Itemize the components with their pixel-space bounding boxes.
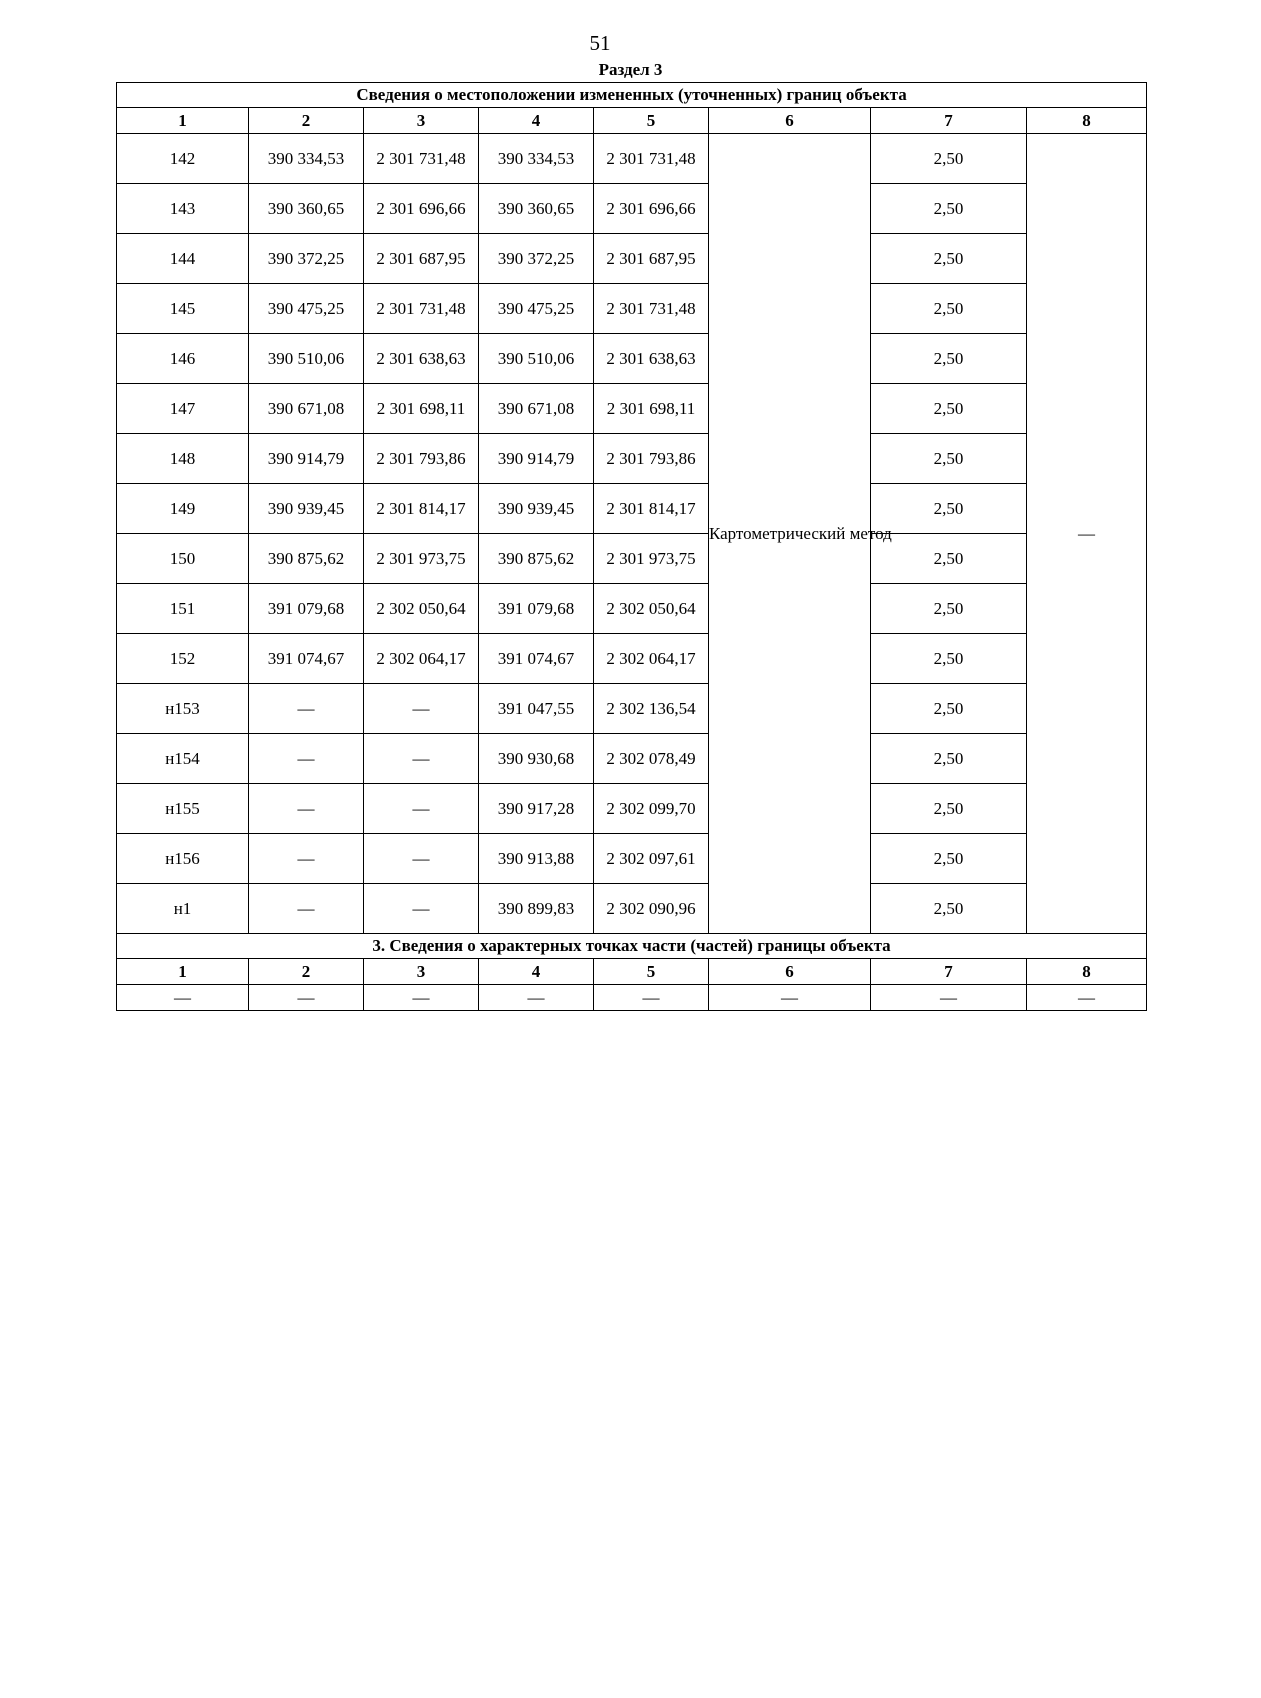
x-old-value: 390 914,79 xyxy=(249,434,364,484)
accuracy-value: 2,50 xyxy=(871,334,1027,384)
x-new-value: 390 899,83 xyxy=(479,884,594,934)
y-old-value: 2 301 814,17 xyxy=(364,484,479,534)
x-old-value: 390 939,45 xyxy=(249,484,364,534)
column-number: 8 xyxy=(1027,959,1147,985)
column-number: 1 xyxy=(117,959,249,985)
point-number: 144 xyxy=(117,234,249,284)
x-new-value: 390 360,65 xyxy=(479,184,594,234)
x-old-value: — xyxy=(249,734,364,784)
y-new-value: 2 301 731,48 xyxy=(594,284,709,334)
accuracy-value: 2,50 xyxy=(871,234,1027,284)
table-row xyxy=(117,834,1147,884)
column-number: 7 xyxy=(871,959,1027,985)
y-new-value: 2 302 078,49 xyxy=(594,734,709,784)
accuracy-value: 2,50 xyxy=(871,584,1027,634)
x-old-value: — xyxy=(249,784,364,834)
method-cell: Картометрический метод xyxy=(709,134,871,934)
table-row xyxy=(117,684,1147,734)
x-new-value: 390 917,28 xyxy=(479,784,594,834)
x-old-value: 390 334,53 xyxy=(249,134,364,184)
subsection-data-row xyxy=(117,985,1147,1011)
x-new-value: 390 875,62 xyxy=(479,534,594,584)
y-old-value: — xyxy=(364,884,479,934)
column-number: 2 xyxy=(249,959,364,985)
x-old-value: 390 475,25 xyxy=(249,284,364,334)
empty-value: — xyxy=(117,985,249,1011)
x-old-value: — xyxy=(249,684,364,734)
x-old-value: 390 671,08 xyxy=(249,384,364,434)
accuracy-value: 2,50 xyxy=(871,734,1027,784)
section-title: Раздел 3 xyxy=(598,60,663,79)
x-new-value: 390 913,88 xyxy=(479,834,594,884)
column-number: 2 xyxy=(249,108,364,134)
y-new-value: 2 301 731,48 xyxy=(594,134,709,184)
y-old-value: 2 301 696,66 xyxy=(364,184,479,234)
point-number: 151 xyxy=(117,584,249,634)
y-new-value: 2 301 793,86 xyxy=(594,434,709,484)
point-number: 145 xyxy=(117,284,249,334)
y-old-value: 2 301 638,63 xyxy=(364,334,479,384)
x-old-value: 391 079,68 xyxy=(249,584,364,634)
table-row xyxy=(117,884,1147,934)
x-old-value: — xyxy=(249,884,364,934)
x-new-value: 390 930,68 xyxy=(479,734,594,784)
point-number: н154 xyxy=(117,734,249,784)
empty-value: — xyxy=(871,985,1027,1011)
table-row xyxy=(117,534,1147,584)
subsection-column-number-row xyxy=(117,959,1147,985)
empty-value: — xyxy=(479,985,594,1011)
x-new-value: 390 939,45 xyxy=(479,484,594,534)
point-number: 152 xyxy=(117,634,249,684)
point-number: 143 xyxy=(117,184,249,234)
point-number: 142 xyxy=(117,134,249,184)
column-number: 5 xyxy=(594,959,709,985)
column-number: 3 xyxy=(364,959,479,985)
y-old-value: 2 301 687,95 xyxy=(364,234,479,284)
y-old-value: — xyxy=(364,784,479,834)
table-row xyxy=(117,434,1147,484)
accuracy-value: 2,50 xyxy=(871,484,1027,534)
table-row xyxy=(117,634,1147,684)
y-new-value: 2 302 090,96 xyxy=(594,884,709,934)
column-number: 3 xyxy=(364,108,479,134)
table-row xyxy=(117,784,1147,834)
empty-value: — xyxy=(1027,985,1147,1011)
empty-value: — xyxy=(364,985,479,1011)
column8-cell: — xyxy=(1027,134,1147,934)
point-number: 149 xyxy=(117,484,249,534)
accuracy-value: 2,50 xyxy=(871,834,1027,884)
y-old-value: — xyxy=(364,834,479,884)
point-number: н1 xyxy=(117,884,249,934)
y-new-value: 2 301 638,63 xyxy=(594,334,709,384)
x-old-value: 390 510,06 xyxy=(249,334,364,384)
boundary-table xyxy=(116,82,1147,1011)
table-row xyxy=(117,334,1147,384)
x-old-value: 391 074,67 xyxy=(249,634,364,684)
table-row xyxy=(117,484,1147,534)
y-new-value: 2 301 687,95 xyxy=(594,234,709,284)
y-old-value: 2 301 698,11 xyxy=(364,384,479,434)
point-number: 146 xyxy=(117,334,249,384)
x-new-value: 390 510,06 xyxy=(479,334,594,384)
point-number: н156 xyxy=(117,834,249,884)
y-old-value: 2 301 973,75 xyxy=(364,534,479,584)
y-new-value: 2 302 099,70 xyxy=(594,784,709,834)
table-row xyxy=(117,734,1147,784)
y-old-value: 2 302 064,17 xyxy=(364,634,479,684)
x-new-value: 390 914,79 xyxy=(479,434,594,484)
column-number: 1 xyxy=(117,108,249,134)
point-number: 148 xyxy=(117,434,249,484)
accuracy-value: 2,50 xyxy=(871,134,1027,184)
page-number: 51 xyxy=(589,31,611,55)
y-new-value: 2 301 696,66 xyxy=(594,184,709,234)
y-new-value: 2 302 097,61 xyxy=(594,834,709,884)
y-old-value: 2 301 731,48 xyxy=(364,284,479,334)
table-row xyxy=(117,234,1147,284)
column-number: 8 xyxy=(1027,108,1147,134)
table-row xyxy=(117,284,1147,334)
column-number: 5 xyxy=(594,108,709,134)
x-old-value: 390 372,25 xyxy=(249,234,364,284)
x-new-value: 390 475,25 xyxy=(479,284,594,334)
y-old-value: 2 302 050,64 xyxy=(364,584,479,634)
table-row xyxy=(117,134,1147,184)
y-new-value: 2 301 814,17 xyxy=(594,484,709,534)
table-row xyxy=(117,184,1147,234)
empty-value: — xyxy=(594,985,709,1011)
accuracy-value: 2,50 xyxy=(871,434,1027,484)
accuracy-value: 2,50 xyxy=(871,534,1027,584)
accuracy-value: 2,50 xyxy=(871,784,1027,834)
column-number: 4 xyxy=(479,959,594,985)
point-number: 150 xyxy=(117,534,249,584)
accuracy-value: 2,50 xyxy=(871,184,1027,234)
column-number: 7 xyxy=(871,108,1027,134)
accuracy-value: 2,50 xyxy=(871,284,1027,334)
y-new-value: 2 301 973,75 xyxy=(594,534,709,584)
point-number: 147 xyxy=(117,384,249,434)
x-new-value: 391 079,68 xyxy=(479,584,594,634)
subsection-title: 3. Сведения о характерных точках части (частей) границы объекта xyxy=(117,934,1147,959)
subsection-title-row xyxy=(117,934,1147,959)
point-number: н153 xyxy=(117,684,249,734)
table-row xyxy=(117,384,1147,434)
column-number: 6 xyxy=(709,108,871,134)
y-old-value: — xyxy=(364,684,479,734)
y-old-value: — xyxy=(364,734,479,784)
table-title-row xyxy=(117,83,1147,108)
point-number: н155 xyxy=(117,784,249,834)
x-old-value: 390 360,65 xyxy=(249,184,364,234)
column-number: 4 xyxy=(479,108,594,134)
y-old-value: 2 301 731,48 xyxy=(364,134,479,184)
accuracy-value: 2,50 xyxy=(871,384,1027,434)
empty-value: — xyxy=(709,985,871,1011)
x-new-value: 390 671,08 xyxy=(479,384,594,434)
table-row xyxy=(117,584,1147,634)
x-new-value: 391 047,55 xyxy=(479,684,594,734)
accuracy-value: 2,50 xyxy=(871,884,1027,934)
x-new-value: 390 372,25 xyxy=(479,234,594,284)
y-new-value: 2 301 698,11 xyxy=(594,384,709,434)
column-number: 6 xyxy=(709,959,871,985)
y-new-value: 2 302 050,64 xyxy=(594,584,709,634)
table-title: Сведения о местоположении измененных (уточненных) границ объекта xyxy=(117,83,1147,108)
x-new-value: 391 074,67 xyxy=(479,634,594,684)
x-old-value: — xyxy=(249,834,364,884)
y-new-value: 2 302 136,54 xyxy=(594,684,709,734)
column-number-row xyxy=(117,108,1147,134)
accuracy-value: 2,50 xyxy=(871,634,1027,684)
y-new-value: 2 302 064,17 xyxy=(594,634,709,684)
accuracy-value: 2,50 xyxy=(871,684,1027,734)
x-old-value: 390 875,62 xyxy=(249,534,364,584)
x-new-value: 390 334,53 xyxy=(479,134,594,184)
empty-value: — xyxy=(249,985,364,1011)
y-old-value: 2 301 793,86 xyxy=(364,434,479,484)
